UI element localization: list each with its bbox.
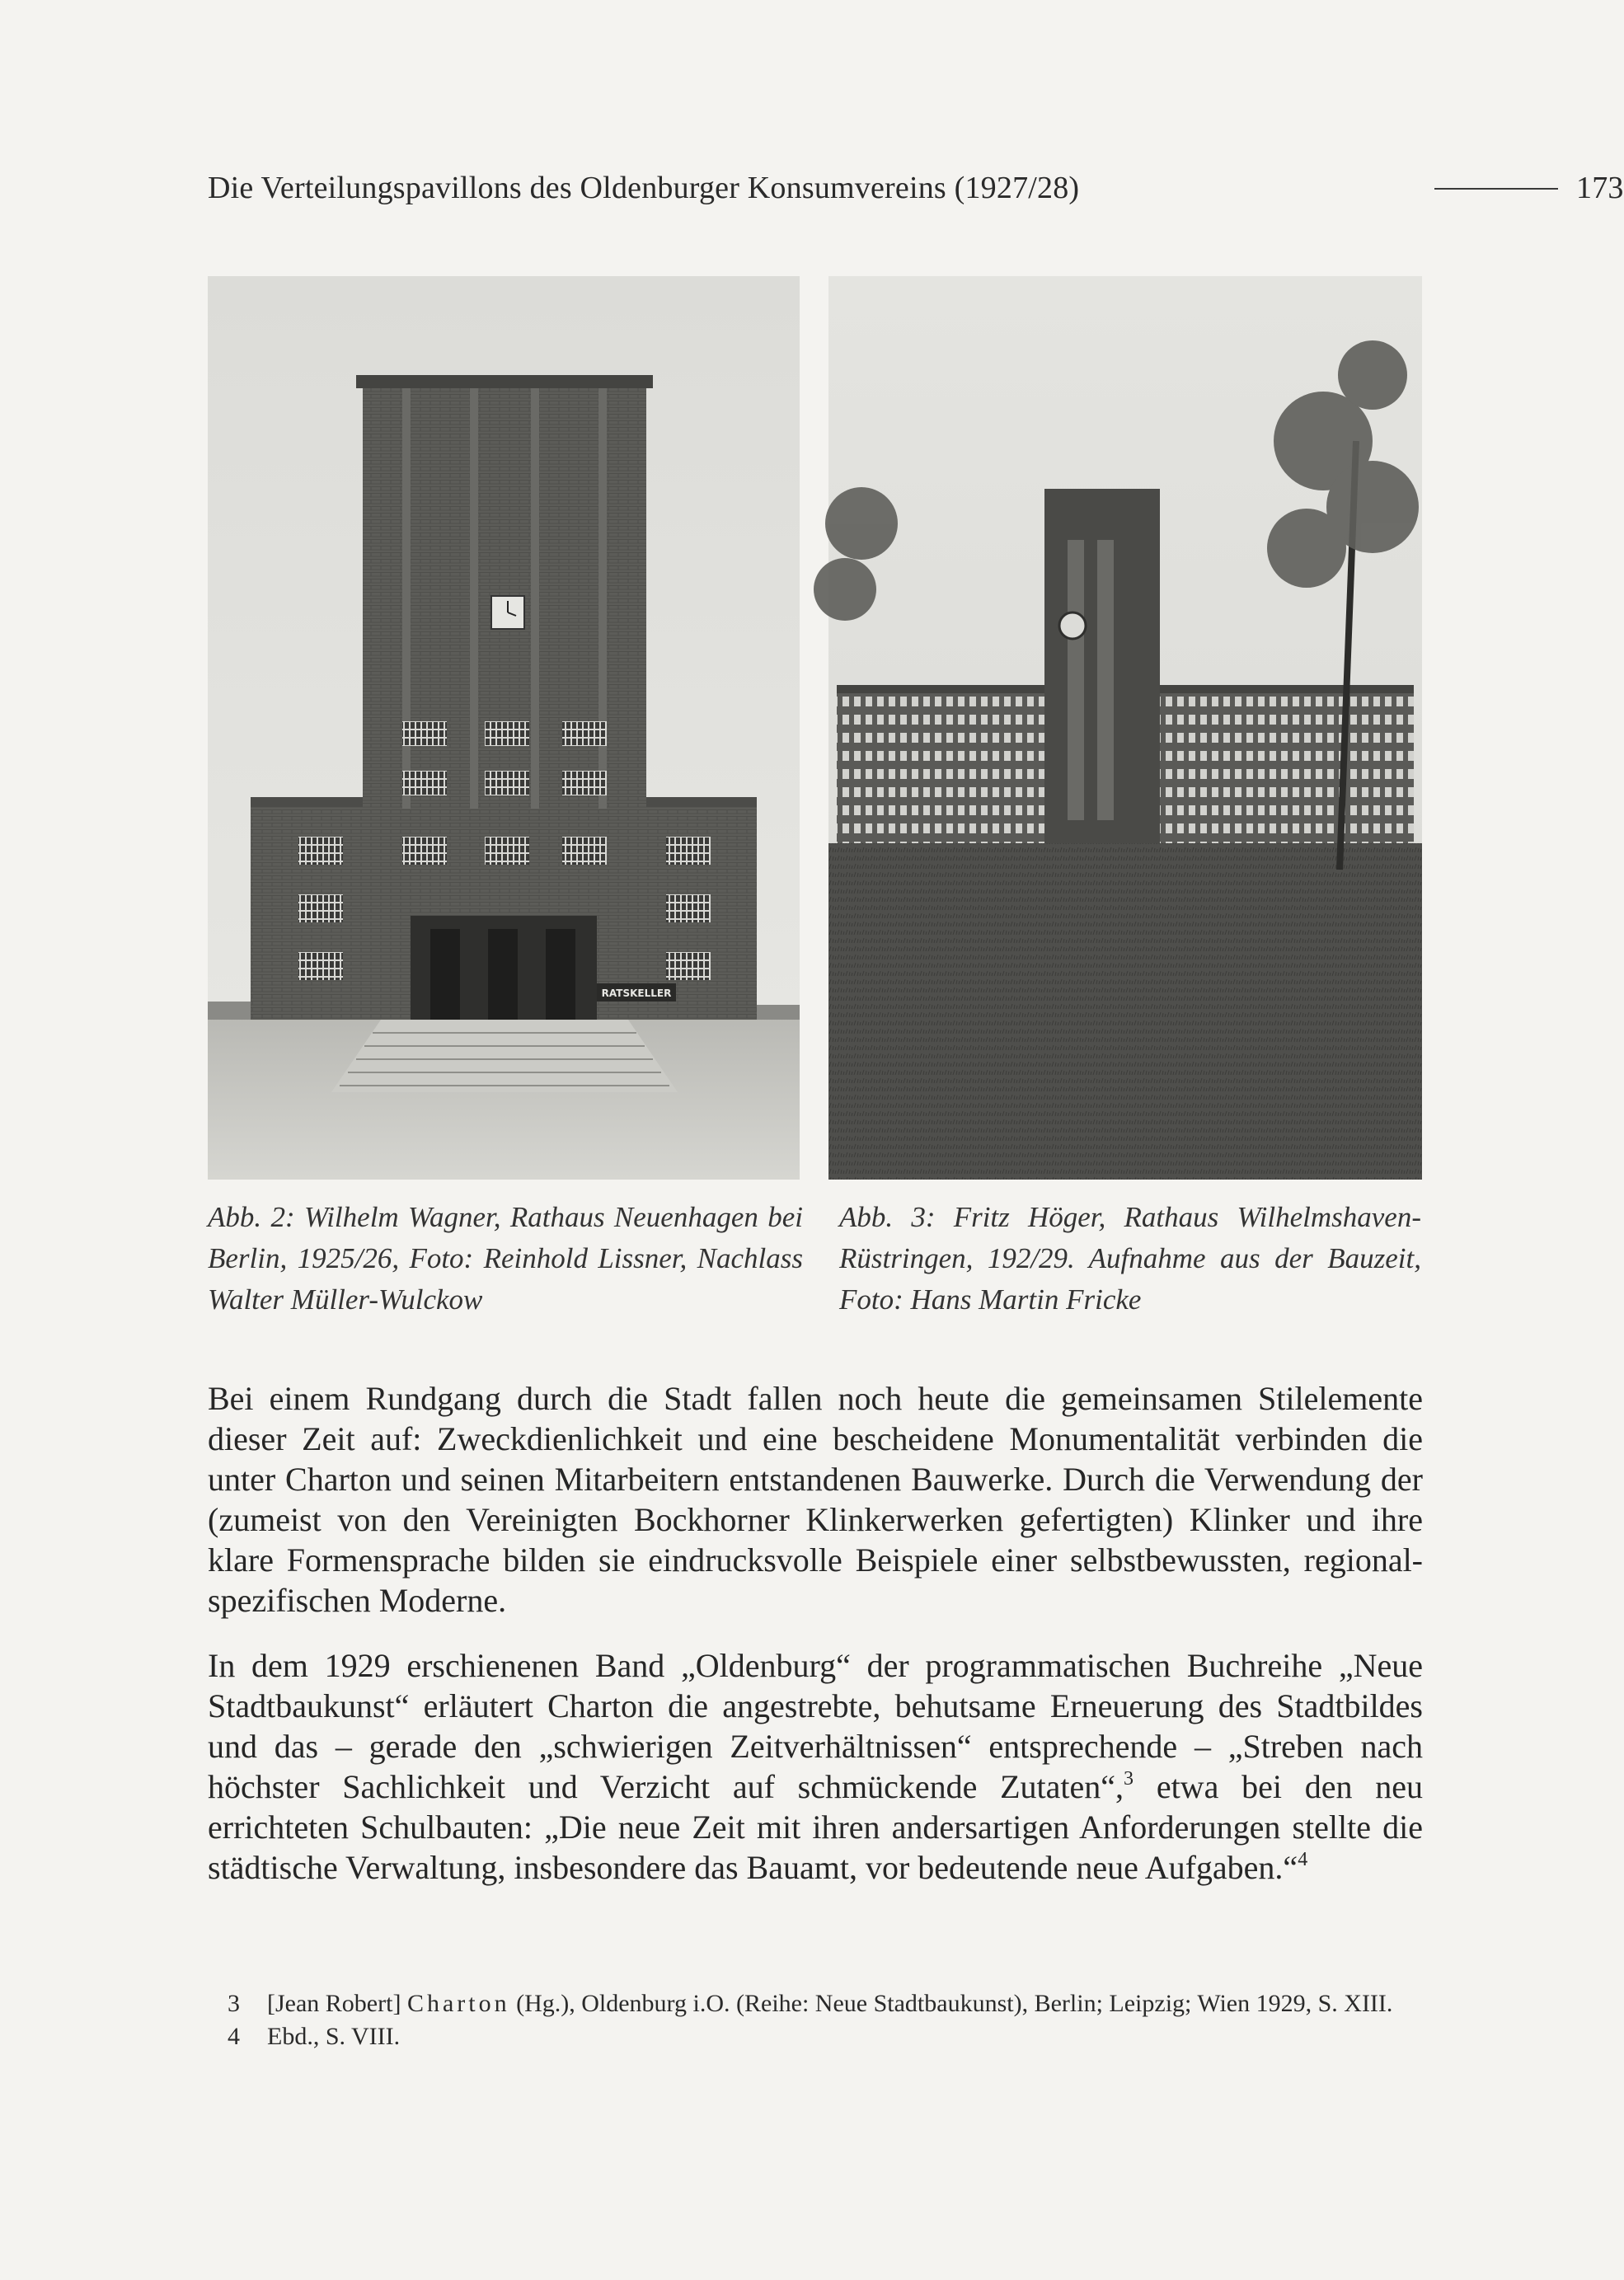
footnote-4 [208,2021,1423,2052]
footnote-number: 4 [228,2023,240,2050]
footnote-text-after: (Hg.), Oldenburg i.O. (Reihe: Neue Stadtbaukunst), Berlin; Leipzig; Wien 1929, S. XIII. [509,1990,1393,2017]
figure-rathaus-wilhelmshaven-photo [828,276,1422,1180]
footnote-3 [208,1988,1423,2020]
footnote-ref-4[interactable]: 4 [1298,1849,1308,1870]
footnotes [208,1988,1423,2054]
ratskeller-sign: RATSKELLER [601,988,672,999]
paragraph-1-text: Bei einem Rundgang durch die Stadt fallen noch heute die gemeinsamen Stilelemente dieser Zeit auf: Zweckdienlichkeit und eine bescheidene Monumentalität verbinden die unter Charton und seinen Mitarbeitern entstandenen Bauwerke. Durch die Verwendung der (zumeist von den Vereinigten Bockhorner Klinkerwerken gefertigten) Klinker und ihre klare Formensprache bilden sie eindrucksvolle Beispiele einer selbstbewussten, regional-spezifischen Moderne. [208,1380,1423,1619]
running-head [208,163,1624,213]
running-head-title: Die Verteilungspavillons des Oldenburger Konsumvereins (1927/28) [208,171,1080,205]
neuenhagen-photo-svg [208,276,800,1180]
page-number: 173 [1576,171,1624,205]
footnote-text: Ebd., S. VIII. [267,2023,401,2050]
body-paragraph-2 [208,1645,1423,1888]
figure-rathaus-neuenhagen-photo [208,276,800,1180]
footnote-ref-3[interactable]: 3 [1124,1768,1134,1790]
paragraph-2-continuation: etwa bei den neu errichteten Schulbauten: „Die neue Zeit mit ihren andersartigen Anforderungen stellte die städtische Verwaltung, insbesondere das Bauamt, vor bedeutende neue Aufgaben.“ [208,1768,1423,1886]
paragraph-2 [208,1645,1423,1888]
footnote-number: 3 [228,1990,240,2017]
figure-caption-abb-3: Abb. 3: Fritz Höger, Rathaus Wilhelmshaven-Rüstringen, 192/29. Aufnahme aus der Bauzeit, Foto: Hans Martin Fricke [839,1201,1421,1316]
body-paragraph-1 [208,1378,1423,1621]
running-head-rule [1434,188,1558,190]
wilhelmshaven-photo-svg [828,276,1422,1180]
figure-caption-abb-2: Abb. 2: Wilhelm Wagner, Rathaus Neuenhagen bei Berlin, 1925/26, Foto: Reinhold Lissner, Nachlass Walter Müller-Wulckow [208,1201,803,1316]
footnote-text-before: [Jean Robert] [267,1990,407,2017]
paragraph-2-text: In dem 1929 erschienenen Band „Oldenburg“ der programmatischen Buchreihe „Neue Stadtbaukunst“ erläutert Charton die angestrebte, behutsame Erneuerung des Stadtbildes und das – gerade den „schwierigen Zeitverhältnissen“ entsprechende – „Streben nach höchster Sachlichkeit und Verzicht auf schmückende Zutaten“, [208,1647,1423,1805]
footnote-author-spaced: Charton [406,1990,510,2017]
